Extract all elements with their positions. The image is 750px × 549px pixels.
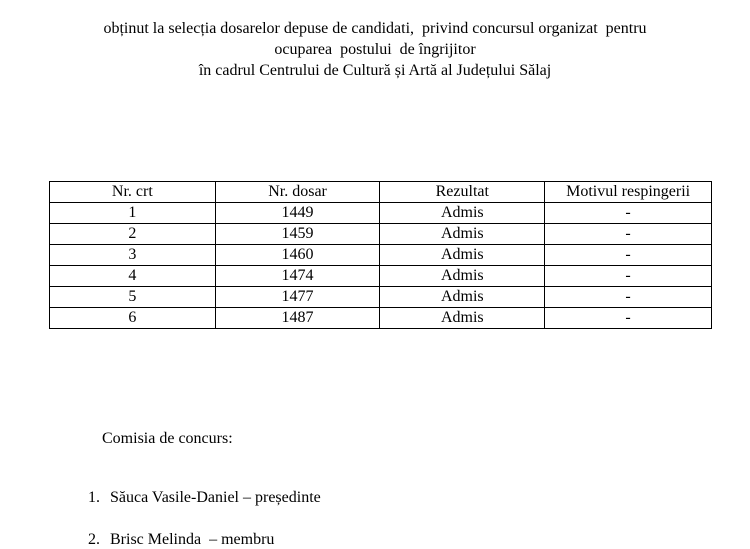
cell-motivul-respingerii: - (545, 308, 712, 329)
commission-member-1 (80, 471, 321, 507)
results-table (49, 181, 712, 329)
cell-nr-dosar: 1459 (215, 224, 380, 245)
table-row (50, 203, 712, 224)
cell-motivul-respingerii: - (545, 203, 712, 224)
table-header-row (50, 182, 712, 203)
cell-nr-dosar: 1487 (215, 308, 380, 329)
column-header-motivul-respingerii: Motivul respingerii (545, 182, 712, 203)
cell-rezultat: Admis (380, 203, 545, 224)
cell-nr-dosar: 1449 (215, 203, 380, 224)
column-header-nr-crt: Nr. crt (50, 182, 216, 203)
commission-title: Comisia de concurs: (102, 430, 233, 447)
header-line-2: ocuparea postului de îngrijitor (274, 41, 476, 58)
table-row (50, 308, 712, 329)
cell-nr-crt: 1 (50, 203, 216, 224)
table-row (50, 224, 712, 245)
column-header-rezultat: Rezultat (380, 182, 545, 203)
header-line-1: obținut la selecția dosarelor depuse de candidati, privind concursul organizat pentru (103, 20, 647, 37)
member-name-role: Săuca Vasile-Daniel – președinte (110, 489, 321, 506)
cell-nr-dosar: 1474 (215, 266, 380, 287)
cell-rezultat: Admis (380, 308, 545, 329)
cell-motivul-respingerii: - (545, 245, 712, 266)
column-header-nr-dosar: Nr. dosar (215, 182, 380, 203)
table-row (50, 266, 712, 287)
cell-motivul-respingerii: - (545, 287, 712, 308)
table-row (50, 245, 712, 266)
member-number: 1. (88, 489, 100, 506)
cell-rezultat: Admis (380, 287, 545, 308)
cell-rezultat: Admis (380, 245, 545, 266)
cell-motivul-respingerii: - (545, 224, 712, 245)
member-name-role: Brisc Melinda – membru (110, 531, 275, 548)
member-number: 2. (88, 531, 100, 548)
cell-nr-dosar: 1477 (215, 287, 380, 308)
document-header (0, 18, 750, 81)
cell-rezultat: Admis (380, 266, 545, 287)
header-line-3: în cadrul Centrului de Cultură și Artă al Județului Sălaj (198, 62, 552, 79)
cell-nr-crt: 6 (50, 308, 216, 329)
table-row (50, 287, 712, 308)
cell-nr-dosar: 1460 (215, 245, 380, 266)
cell-nr-crt: 5 (50, 287, 216, 308)
cell-nr-crt: 4 (50, 266, 216, 287)
cell-rezultat: Admis (380, 224, 545, 245)
cell-nr-crt: 2 (50, 224, 216, 245)
commission-member-2 (80, 513, 274, 549)
cell-motivul-respingerii: - (545, 266, 712, 287)
cell-nr-crt: 3 (50, 245, 216, 266)
